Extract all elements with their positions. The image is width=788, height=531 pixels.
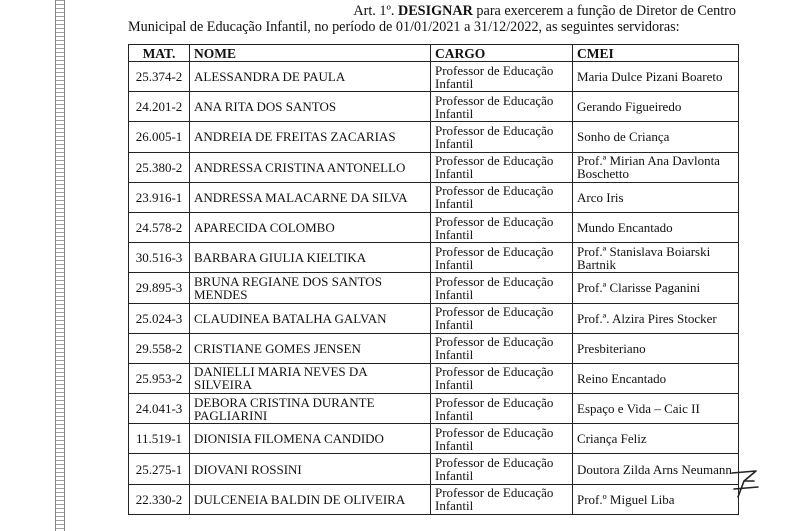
- table-row: [129, 122, 739, 152]
- cell-nome: DULCENEIA BALDIN DE OLIVEIRA: [190, 484, 431, 514]
- cell-nome: ANA RITA DOS SANTOS: [190, 92, 431, 122]
- article-text-1: para exercerem a função de Diretor de Centro: [476, 3, 736, 19]
- article-number: Art. 1º.: [353, 3, 395, 19]
- table-row: [129, 333, 739, 363]
- table-row: [129, 484, 739, 514]
- cell-cmei: Doutora Zilda Arns Neumann: [573, 454, 739, 484]
- cell-cargo: Professor de Educação Infantil: [431, 152, 573, 182]
- cell-cargo: Professor de Educação Infantil: [431, 212, 573, 242]
- table-row: [129, 182, 739, 212]
- table-row: [129, 394, 739, 424]
- cell-mat: 23.916-1: [129, 182, 190, 212]
- cell-cmei: Prof.ª Clarisse Paganini: [573, 273, 739, 303]
- cell-cmei: Mundo Encantado: [573, 212, 739, 242]
- cell-nome: CRISTIANE GOMES JENSEN: [190, 333, 431, 363]
- cell-cargo: Professor de Educação Infantil: [431, 484, 573, 514]
- table-row: [129, 424, 739, 454]
- cell-nome: DANIELLI MARIA NEVES DA SILVEIRA: [190, 363, 431, 393]
- article-text-2: Municipal de Educação Infantil, no período de 01/01/2021 a 31/12/2022, as seguintes servidoras:: [128, 19, 680, 35]
- cell-nome: CLAUDINEA BATALHA GALVAN: [190, 303, 431, 333]
- table-row: [129, 243, 739, 273]
- cell-cargo: Professor de Educação Infantil: [431, 394, 573, 424]
- header-mat: MAT.: [129, 45, 190, 62]
- cell-cmei: Gerando Figueiredo: [573, 92, 739, 122]
- cell-nome: DEBORA CRISTINA DURANTE PAGLIARINI: [190, 394, 431, 424]
- handwritten-initial: [728, 467, 762, 501]
- header-cargo: CARGO: [431, 45, 573, 62]
- cell-cmei: Maria Dulce Pizani Boareto: [573, 62, 739, 92]
- cell-cmei: Presbiteriano: [573, 333, 739, 363]
- cell-cargo: Professor de Educação Infantil: [431, 363, 573, 393]
- cell-nome: BRUNA REGIANE DOS SANTOS MENDES: [190, 273, 431, 303]
- cell-cargo: Professor de Educação Infantil: [431, 62, 573, 92]
- cell-cargo: Professor de Educação Infantil: [431, 273, 573, 303]
- cell-cargo: Professor de Educação Infantil: [431, 333, 573, 363]
- cell-mat: 11.519-1: [129, 424, 190, 454]
- cell-cmei: Criança Feliz: [573, 424, 739, 454]
- cell-nome: ANDRESSA MALACARNE DA SILVA: [190, 182, 431, 212]
- table-row: [129, 273, 739, 303]
- table-row: [129, 212, 739, 242]
- cell-cargo: Professor de Educação Infantil: [431, 243, 573, 273]
- cell-nome: DIOVANI ROSSINI: [190, 454, 431, 484]
- cell-cmei: Espaço e Vida – Caic II: [573, 394, 739, 424]
- cell-cmei: Sonho de Criança: [573, 122, 739, 152]
- cell-cargo: Professor de Educação Infantil: [431, 454, 573, 484]
- intro-line-1: [128, 3, 738, 19]
- cell-nome: ANDREIA DE FREITAS ZACARIAS: [190, 122, 431, 152]
- cell-nome: DIONISIA FILOMENA CANDIDO: [190, 424, 431, 454]
- cell-mat: 30.516-3: [129, 243, 190, 273]
- cell-cargo: Professor de Educação Infantil: [431, 182, 573, 212]
- cell-mat: 24.578-2: [129, 212, 190, 242]
- cell-cargo: Professor de Educação Infantil: [431, 92, 573, 122]
- cell-mat: 25.374-2: [129, 62, 190, 92]
- cell-cmei: Prof.ª. Alzira Pires Stocker: [573, 303, 739, 333]
- cell-nome: BARBARA GIULIA KIELTIKA: [190, 243, 431, 273]
- cell-mat: 25.275-1: [129, 454, 190, 484]
- table-header-row: [129, 45, 739, 62]
- table-row: [129, 62, 739, 92]
- binding-margin: [55, 0, 65, 531]
- cell-mat: 25.380-2: [129, 152, 190, 182]
- cell-cmei: Arco Iris: [573, 182, 739, 212]
- cell-cmei: Prof.ª Mirian Ana Davlonta Boschetto: [573, 152, 739, 182]
- article-intro: [128, 3, 738, 35]
- cell-nome: ALESSANDRA DE PAULA: [190, 62, 431, 92]
- cell-nome: ANDRESSA CRISTINA ANTONELLO: [190, 152, 431, 182]
- table-row: [129, 454, 739, 484]
- header-nome: NOME: [190, 45, 431, 62]
- cell-mat: 22.330-2: [129, 484, 190, 514]
- cell-cmei: Prof.ª Stanislava Boiarski Bartnik: [573, 243, 739, 273]
- servers-table: [128, 44, 739, 515]
- cell-cargo: Professor de Educação Infantil: [431, 122, 573, 152]
- cell-mat: 24.201-2: [129, 92, 190, 122]
- cell-mat: 25.024-3: [129, 303, 190, 333]
- cell-cargo: Professor de Educação Infantil: [431, 424, 573, 454]
- header-cmei: CMEI: [573, 45, 739, 62]
- table-row: [129, 363, 739, 393]
- table-row: [129, 92, 739, 122]
- table-row: [129, 303, 739, 333]
- cell-mat: 24.041-3: [129, 394, 190, 424]
- article-keyword: DESIGNAR: [397, 3, 473, 19]
- cell-mat: 25.953-2: [129, 363, 190, 393]
- cell-nome: APARECIDA COLOMBO: [190, 212, 431, 242]
- cell-cmei: Prof.º Miguel Liba: [573, 484, 739, 514]
- cell-mat: 29.895-3: [129, 273, 190, 303]
- cell-cmei: Reino Encantado: [573, 363, 739, 393]
- cell-cargo: Professor de Educação Infantil: [431, 303, 573, 333]
- cell-mat: 26.005-1: [129, 122, 190, 152]
- table-row: [129, 152, 739, 182]
- cell-mat: 29.558-2: [129, 333, 190, 363]
